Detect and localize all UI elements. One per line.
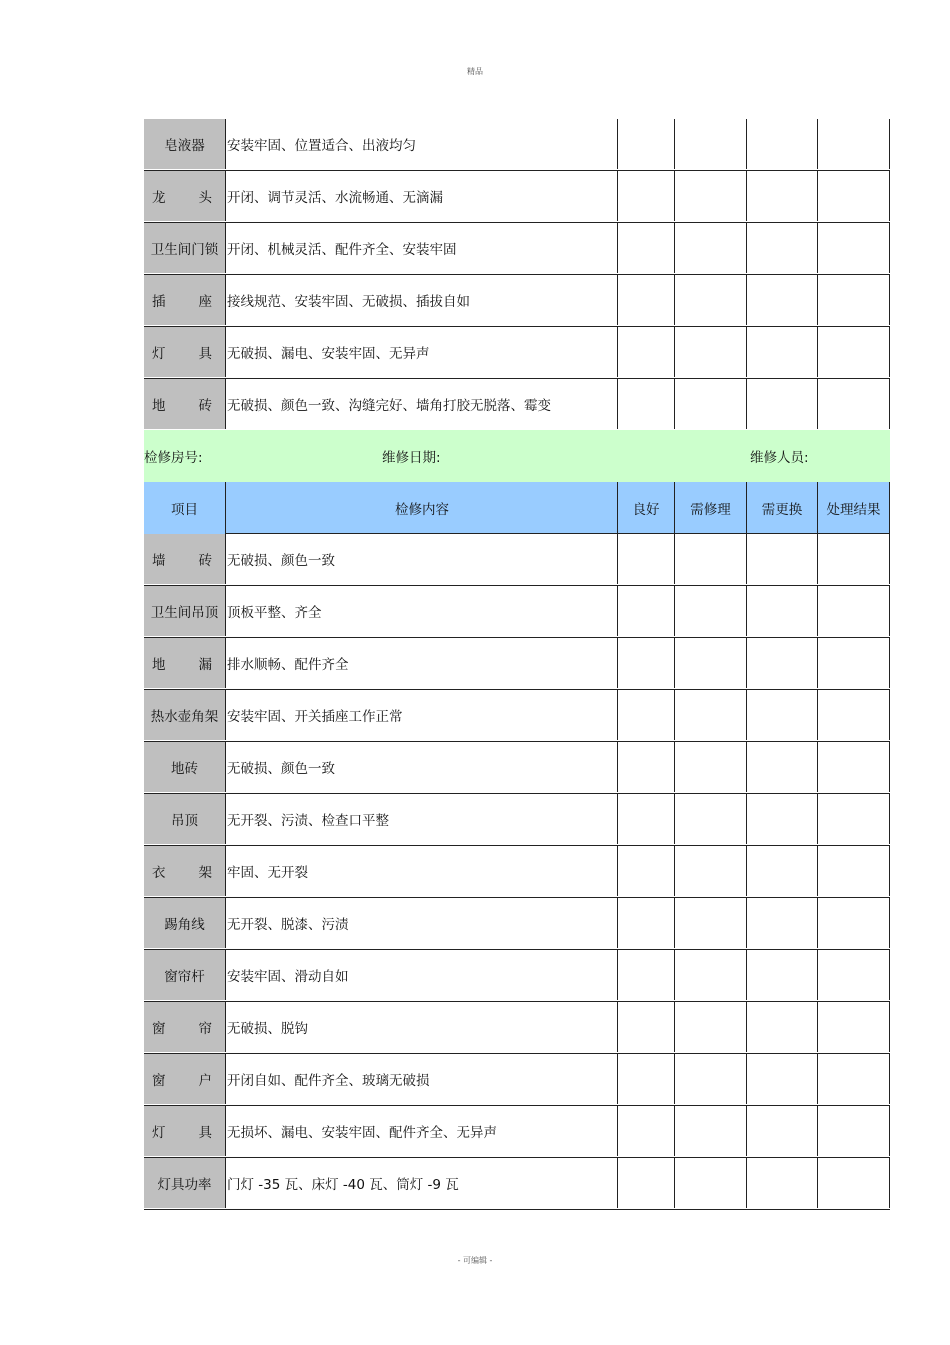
content-cell: 无开裂、脱漆、污渍 [226, 898, 618, 948]
result-cell[interactable] [818, 690, 890, 740]
result-cell[interactable] [818, 171, 890, 221]
result-cell[interactable] [818, 950, 890, 1000]
item-cell [144, 171, 226, 221]
repair-cell[interactable] [675, 119, 747, 169]
table-row [144, 846, 890, 898]
content-cell: 无破损、脱钩 [226, 1002, 618, 1052]
replace-cell[interactable] [747, 379, 818, 429]
repair-cell[interactable] [675, 846, 747, 896]
header-result: 处理结果 [818, 482, 890, 534]
repair-cell[interactable] [675, 638, 747, 688]
replace-cell[interactable] [747, 586, 818, 636]
item-char: 地 [152, 398, 166, 414]
item-char: 砖 [198, 398, 212, 414]
result-cell[interactable] [818, 898, 890, 948]
good-cell[interactable] [618, 742, 675, 792]
content-cell: 开闭、调节灵活、水流畅通、无滴漏 [226, 171, 618, 221]
item-cell [144, 846, 226, 896]
table-row [144, 898, 890, 950]
content-cell: 无开裂、污渍、检查口平整 [226, 794, 618, 844]
content-cell: 接线规范、安装牢固、无破损、插拔自如 [226, 275, 618, 325]
result-cell[interactable] [818, 586, 890, 636]
table-row [144, 638, 890, 690]
item-char: 帘 [198, 1021, 212, 1037]
repair-cell[interactable] [675, 327, 747, 377]
table-header-row [144, 482, 890, 534]
table-row [144, 171, 890, 223]
table-row [144, 950, 890, 1002]
item-cell [144, 638, 226, 688]
item-cell: 灯具功率 [144, 1158, 226, 1208]
result-cell[interactable] [818, 742, 890, 792]
item-char: 窗 [152, 1073, 166, 1089]
item-cell [144, 1054, 226, 1104]
result-cell[interactable] [818, 379, 890, 429]
repair-cell[interactable] [675, 950, 747, 1000]
replace-cell[interactable] [747, 275, 818, 325]
content-cell: 牢固、无开裂 [226, 846, 618, 896]
item-cell [144, 1106, 226, 1156]
replace-cell[interactable] [747, 223, 818, 273]
repair-date-label: 维修日期: [382, 450, 441, 466]
result-cell[interactable] [818, 223, 890, 273]
item-cell [144, 1002, 226, 1052]
repair-cell[interactable] [675, 1158, 747, 1208]
item-char: 头 [198, 190, 212, 206]
content-cell: 无破损、颜色一致、沟缝完好、墙角打胶无脱落、霉变 [226, 379, 618, 429]
table-row [144, 327, 890, 379]
repair-cell[interactable] [675, 1054, 747, 1104]
item-char: 漏 [198, 657, 212, 673]
checklist-block-top [144, 119, 890, 430]
repair-cell[interactable] [675, 794, 747, 844]
replace-cell[interactable] [747, 898, 818, 948]
room-number-label: 检修房号: [144, 450, 203, 466]
repair-cell[interactable] [675, 898, 747, 948]
repair-cell[interactable] [675, 275, 747, 325]
item-char: 地 [152, 657, 166, 673]
table-row [144, 1106, 890, 1158]
good-cell[interactable] [618, 950, 675, 1000]
replace-cell[interactable] [747, 1002, 818, 1052]
table-row [144, 794, 890, 846]
repair-staff-label: 维修人员: [750, 450, 809, 466]
item-cell: 踢角线 [144, 898, 226, 948]
page-footer: - 可编辑 - [457, 1256, 493, 1265]
repair-cell[interactable] [675, 171, 747, 221]
repair-cell[interactable] [675, 1106, 747, 1156]
table-row [144, 379, 890, 430]
item-cell: 窗帘杆 [144, 950, 226, 1000]
item-char: 座 [198, 294, 212, 310]
table-row [144, 742, 890, 794]
inspection-sheet [144, 119, 890, 1210]
item-char: 窗 [152, 1021, 166, 1037]
table-row [144, 1054, 890, 1106]
item-char: 灯 [152, 346, 166, 362]
table-row [144, 534, 890, 586]
repair-cell[interactable] [675, 534, 747, 584]
content-cell: 顶板平整、齐全 [226, 586, 618, 636]
good-cell[interactable] [618, 275, 675, 325]
item-char: 具 [198, 1125, 212, 1141]
replace-cell[interactable] [747, 794, 818, 844]
good-cell[interactable] [618, 794, 675, 844]
content-cell: 开闭、机械灵活、配件齐全、安装牢固 [226, 223, 618, 273]
result-cell[interactable] [818, 846, 890, 896]
result-cell[interactable] [818, 534, 890, 584]
item-char: 架 [198, 865, 212, 881]
item-cell: 卫生间门锁 [144, 223, 226, 273]
table-row [144, 223, 890, 275]
replace-cell[interactable] [747, 638, 818, 688]
repair-cell[interactable] [675, 690, 747, 740]
good-cell[interactable] [618, 638, 675, 688]
repair-cell[interactable] [675, 379, 747, 429]
result-cell[interactable] [818, 119, 890, 169]
replace-cell[interactable] [747, 171, 818, 221]
good-cell[interactable] [618, 171, 675, 221]
result-cell[interactable] [818, 794, 890, 844]
good-cell[interactable] [618, 1106, 675, 1156]
item-char: 衣 [152, 865, 166, 881]
result-cell[interactable] [818, 1054, 890, 1104]
table-row [144, 690, 890, 742]
repair-cell[interactable] [675, 223, 747, 273]
good-cell[interactable] [618, 223, 675, 273]
content-cell: 排水顺畅、配件齐全 [226, 638, 618, 688]
table-row [144, 275, 890, 327]
item-char: 墙 [152, 553, 166, 569]
good-cell[interactable] [618, 119, 675, 169]
content-cell: 安装牢固、位置适合、出液均匀 [226, 119, 618, 169]
result-cell[interactable] [818, 638, 890, 688]
replace-cell[interactable] [747, 1054, 818, 1104]
good-cell[interactable] [618, 898, 675, 948]
header-item: 项目 [144, 482, 226, 534]
good-cell[interactable] [618, 534, 675, 584]
replace-cell[interactable] [747, 742, 818, 792]
item-char: 砖 [198, 553, 212, 569]
item-cell: 皂液器 [144, 119, 226, 169]
header-repair: 需修理 [675, 482, 747, 534]
table-row [144, 1002, 890, 1054]
content-cell: 无损坏、漏电、安装牢固、配件齐全、无异声 [226, 1106, 618, 1156]
content-cell: 无破损、漏电、安装牢固、无异声 [226, 327, 618, 377]
item-cell: 热水壶角架 [144, 690, 226, 740]
item-char: 户 [198, 1073, 212, 1089]
item-char: 插 [152, 294, 166, 310]
info-bar [144, 430, 890, 482]
table-row [144, 119, 890, 171]
item-cell: 吊顶 [144, 794, 226, 844]
item-cell [144, 379, 226, 429]
item-cell: 地砖 [144, 742, 226, 792]
repair-cell[interactable] [675, 742, 747, 792]
repair-cell[interactable] [675, 1002, 747, 1052]
content-cell: 开闭自如、配件齐全、玻璃无破损 [226, 1054, 618, 1104]
result-cell[interactable] [818, 327, 890, 377]
replace-cell[interactable] [747, 1158, 818, 1208]
header-content: 检修内容 [226, 482, 618, 534]
checklist-block-main [144, 534, 890, 1210]
content-cell: 安装牢固、滑动自如 [226, 950, 618, 1000]
header-replace: 需更换 [747, 482, 818, 534]
result-cell[interactable] [818, 275, 890, 325]
item-char: 龙 [152, 190, 166, 206]
table-row [144, 1158, 890, 1209]
result-cell[interactable] [818, 1106, 890, 1156]
replace-cell[interactable] [747, 846, 818, 896]
item-char: 具 [198, 346, 212, 362]
good-cell[interactable] [618, 846, 675, 896]
content-cell: 无破损、颜色一致 [226, 534, 618, 584]
content-cell: 门灯 -35 瓦、床灯 -40 瓦、筒灯 -9 瓦 [226, 1158, 618, 1208]
good-cell[interactable] [618, 1158, 675, 1208]
result-cell[interactable] [818, 1002, 890, 1052]
repair-cell[interactable] [675, 586, 747, 636]
replace-cell[interactable] [747, 950, 818, 1000]
replace-cell[interactable] [747, 690, 818, 740]
good-cell[interactable] [618, 1054, 675, 1104]
replace-cell[interactable] [747, 119, 818, 169]
item-cell [144, 275, 226, 325]
good-cell[interactable] [618, 327, 675, 377]
header-good: 良好 [618, 482, 675, 534]
item-cell [144, 327, 226, 377]
item-char: 灯 [152, 1125, 166, 1141]
content-cell: 无破损、颜色一致 [226, 742, 618, 792]
good-cell[interactable] [618, 379, 675, 429]
item-cell: 卫生间吊顶 [144, 586, 226, 636]
good-cell[interactable] [618, 586, 675, 636]
page-header: 精品 [467, 67, 483, 76]
replace-cell[interactable] [747, 327, 818, 377]
result-cell[interactable] [818, 1158, 890, 1208]
replace-cell[interactable] [747, 1106, 818, 1156]
item-cell [144, 534, 226, 584]
table-row [144, 586, 890, 638]
good-cell[interactable] [618, 1002, 675, 1052]
content-cell: 安装牢固、开关插座工作正常 [226, 690, 618, 740]
good-cell[interactable] [618, 690, 675, 740]
replace-cell[interactable] [747, 534, 818, 584]
